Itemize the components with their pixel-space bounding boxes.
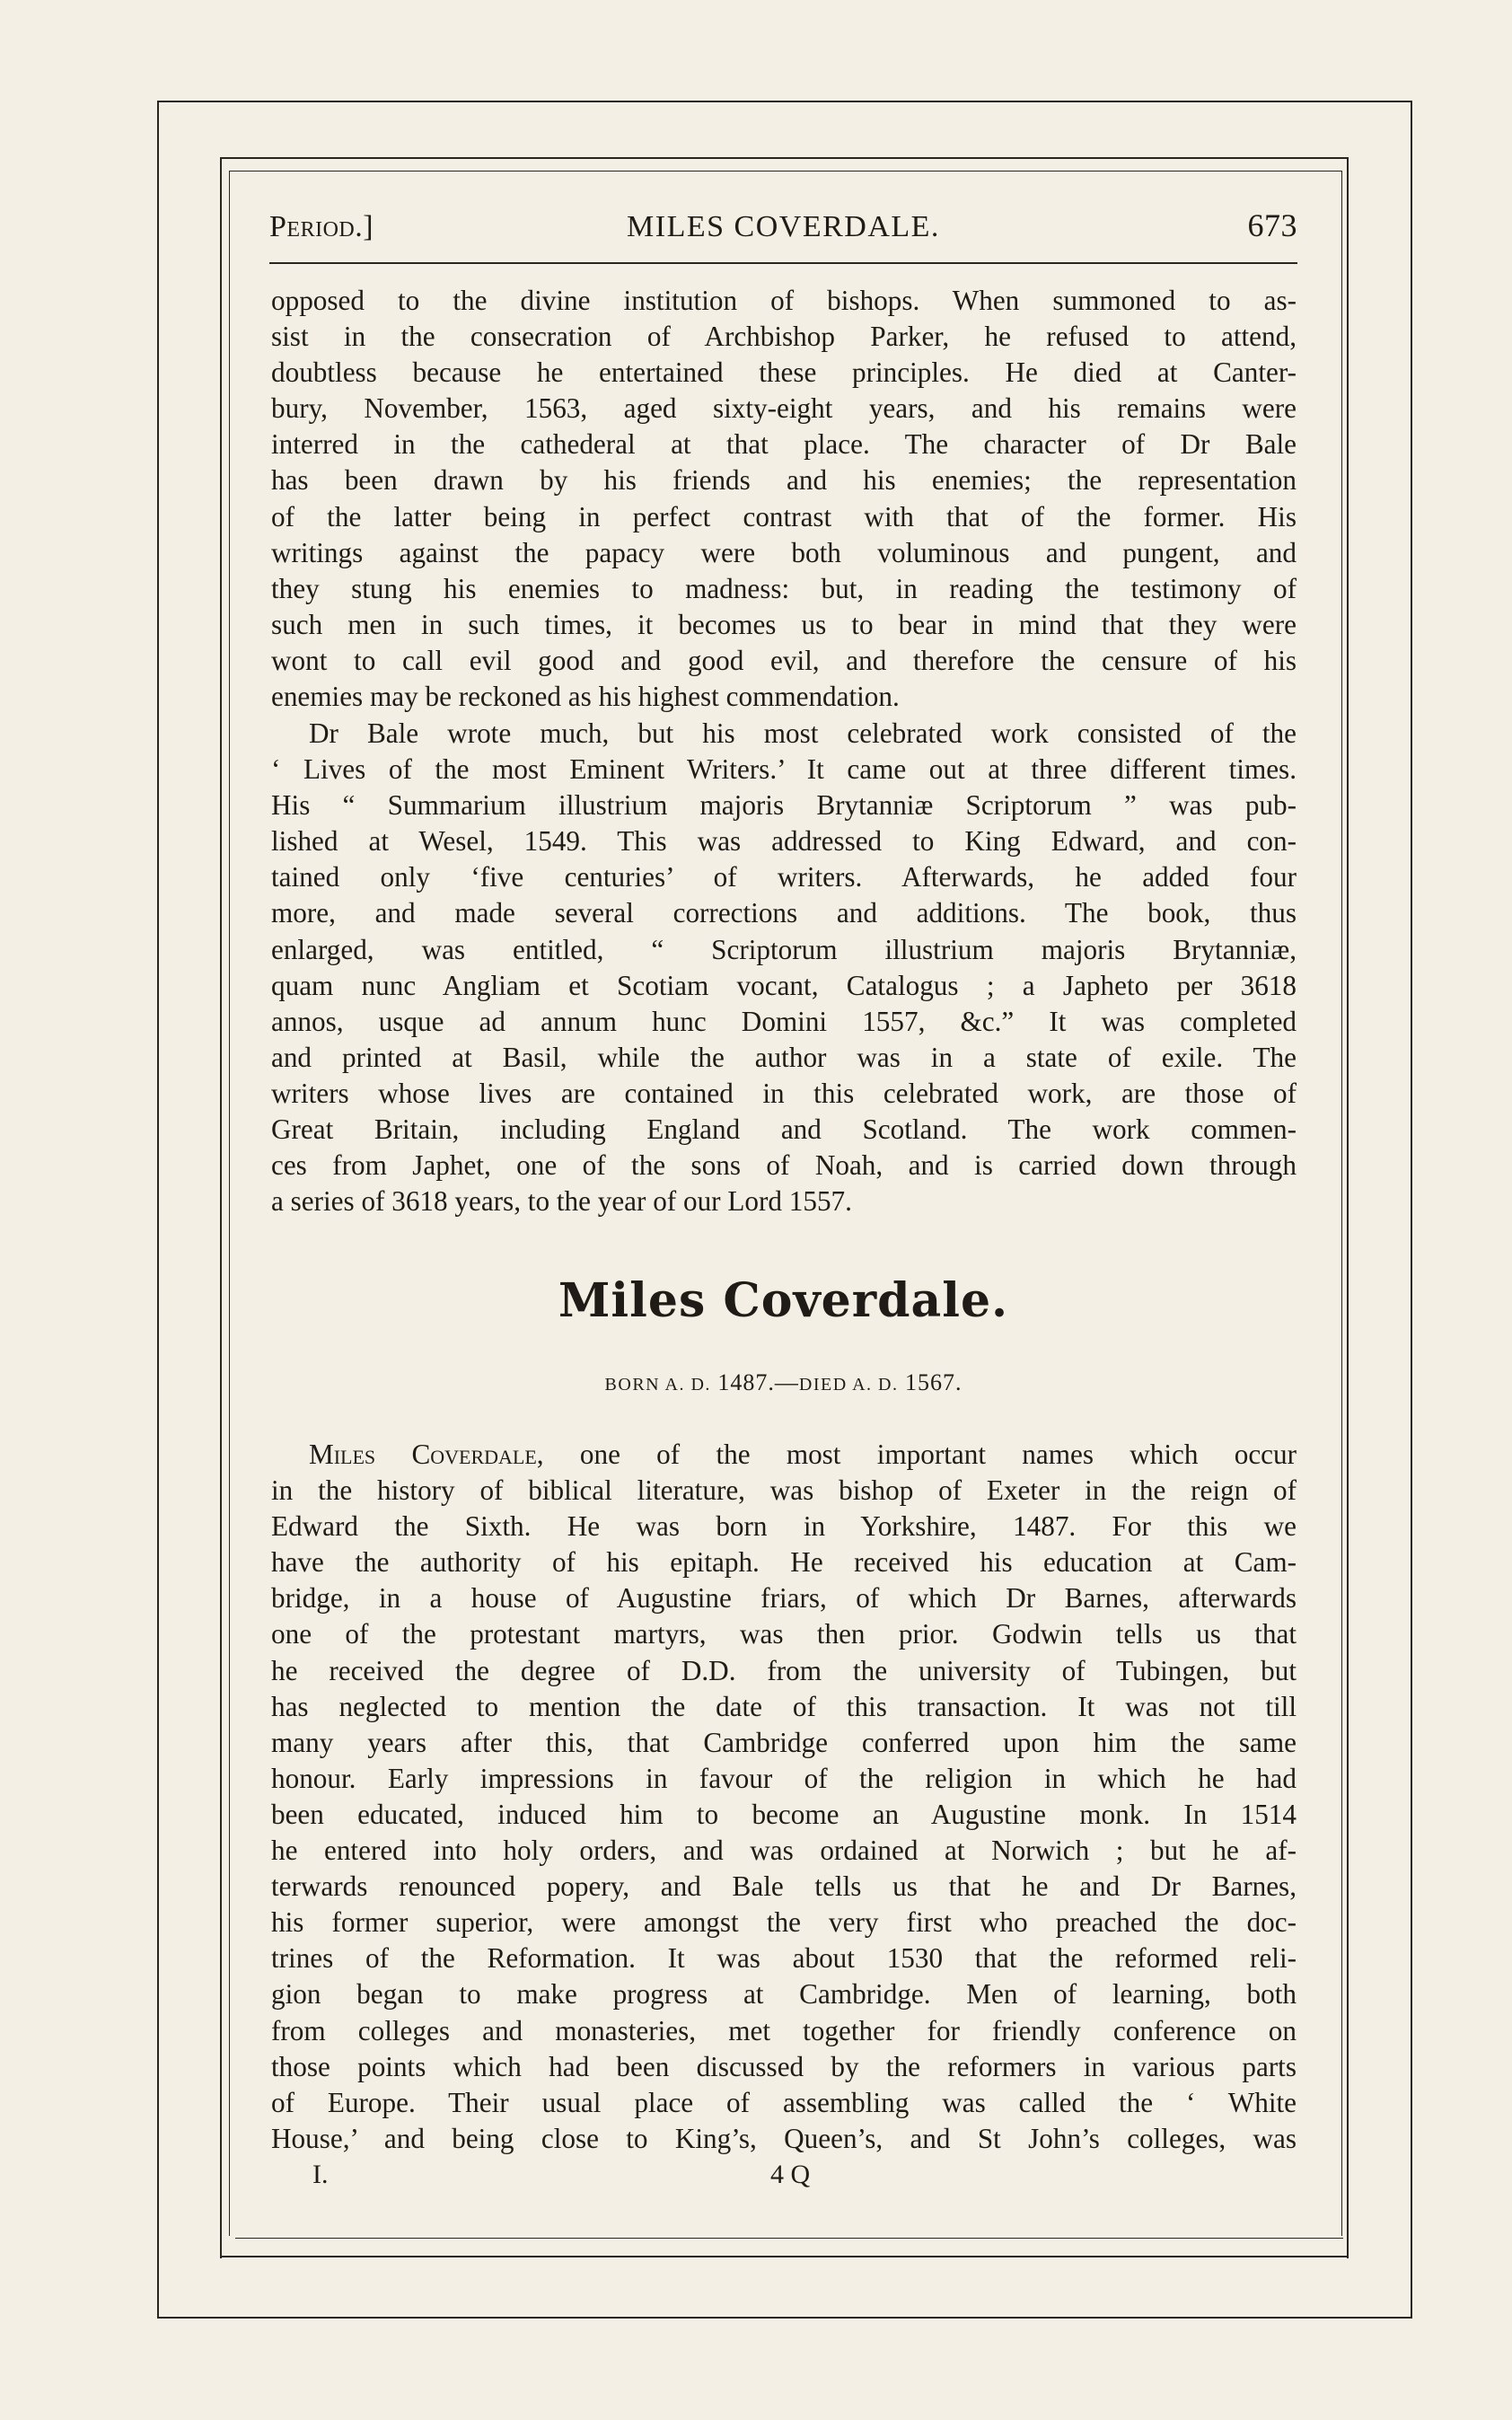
text-line: writings against the papacy were both voluminous and pungent, and (271, 536, 1297, 568)
text-line: His “ Summarium illustrium majoris Brytanniæ Scriptorum ” was pub- (271, 789, 1297, 822)
text-line: quam nunc Angliam et Scotiam vocant, Catalogus ; a Japheto per 3618 (271, 969, 1297, 1001)
biography-dates (269, 1369, 1297, 1396)
text-line: many years after this, that Cambridge conferred upon him the same (271, 1726, 1297, 1758)
footer-signature: 4 Q (770, 2160, 811, 2189)
text-line: bridge, in a house of Augustine friars, of which Dr Barnes, afterwards (271, 1582, 1297, 1615)
text-line: have the authority of his epitaph. He received his education at Cam- (271, 1546, 1297, 1579)
text-line: gion began to make progress at Cambridge. Men of learning, both (271, 1978, 1297, 2011)
text-line: House,’ and being close to King’s, Queen’s, and St John’s colleges, was (271, 2122, 1297, 2154)
text-line: a series of 3618 years, to the year of our Lord 1557. (271, 1185, 852, 1218)
text-line (271, 1437, 1297, 1473)
text-line: bury, November, 1563, aged sixty-eight years, and his remains were (271, 392, 1297, 425)
text-line: he received the degree of D.D. from the university of Tubingen, but (271, 1654, 1297, 1686)
header-title: MILES COVERDALE. (627, 210, 940, 243)
died-label: DIED A. D. (798, 1375, 899, 1395)
text-line: has neglected to mention the date of this transaction. It was not till (271, 1690, 1297, 1722)
text-line-rest: one of the most important names which occur (579, 1439, 1297, 1470)
born-label: BORN A. D. (604, 1375, 711, 1395)
text-line: one of the protestant martyrs, was then prior. Godwin tells us that (271, 1618, 1297, 1650)
header-period: Period.] (269, 210, 374, 243)
text-line: ces from Japhet, one of the sons of Noah, and is carried down through (271, 1149, 1297, 1182)
running-header (269, 207, 1297, 251)
text-line: Great Britain, including England and Scotland. The work commen- (271, 1113, 1297, 1146)
text-line: opposed to the divine institution of bishops. When summoned to as- (271, 285, 1297, 316)
text-line: wont to call evil good and good evil, and therefore the censure of his (271, 644, 1297, 676)
text-line: has been drawn by his friends and his enemies; the representation (271, 464, 1297, 497)
text-line: from colleges and monasteries, met together for friendly conference on (271, 2014, 1297, 2046)
text-line: enemies may be reckoned as his highest commendation. (271, 681, 900, 713)
text-line: of Europe. Their usual place of assembling was called the ‘ White (271, 2086, 1297, 2118)
text-line: Edward the Sixth. He was born in Yorkshire, 1487. For this we (271, 1510, 1297, 1543)
date-dash: — (774, 1369, 799, 1395)
lead-name: Miles Coverdale, (309, 1439, 544, 1470)
text-line: tained only ‘five centuries’ of writers. Afterwards, he added four (271, 861, 1297, 893)
text-line: doubtless because he entertained these principles. He died at Canter- (271, 356, 1297, 389)
text-line: Dr Bale wrote much, but his most celebrated work consisted of the (309, 717, 1297, 749)
text-line: he entered into holy orders, and was ordained at Norwich ; but he af- (271, 1835, 1297, 1867)
text-line: his former superior, were amongst the very first who preached the doc- (271, 1906, 1297, 1939)
text-line: enlarged, was entitled, “ Scriptorum illustrium majoris Brytanniæ, (271, 933, 1297, 965)
text-line: annos, usque ad annum hunc Domini 1557, &c.” It was completed (271, 1005, 1297, 1037)
text-line: writers whose lives are contained in this celebrated work, are those of (271, 1077, 1297, 1109)
text-line: sist in the consecration of Archbishop Parker, he refused to attend, (271, 321, 1297, 353)
text-line: they stung his enemies to madness: but, in reading the testimony of (271, 572, 1297, 604)
text-line: and printed at Basil, while the author was in a state of exile. The (271, 1041, 1297, 1073)
paragraph-bale-conclusion (271, 283, 1297, 715)
paragraph-bale-works (271, 716, 1297, 1219)
text-line: ‘ Lives of the most Eminent Writers.’ It came out at three different times. (271, 753, 1297, 786)
text-line: those points which had been discussed by the reformers in various parts (271, 2050, 1297, 2082)
text-line: such men in such times, it becomes us to bear in mind that they were (271, 608, 1297, 640)
died-year: 1567. (904, 1369, 963, 1395)
paragraph-coverdale (271, 1437, 1297, 2157)
text-line: been educated, induced him to become an Augustine monk. In 1514 (271, 1798, 1297, 1830)
text-line: interred in the cathederal at that place. The character of Dr Bale (271, 428, 1297, 461)
header-rule (269, 262, 1297, 264)
text-line: terwards renounced popery, and Bale tells us that he and Dr Barnes, (271, 1870, 1297, 1903)
text-line: in the history of biblical literature, was bishop of Exeter in the reign of (271, 1474, 1297, 1507)
text-line: lished at Wesel, 1549. This was addressed to King Edward, and con- (271, 825, 1297, 858)
text-line: trines of the Reformation. It was about 1530 that the reformed reli- (271, 1942, 1297, 1975)
page-number: 673 (1247, 207, 1297, 243)
born-year: 1487. (717, 1369, 775, 1395)
biography-heading: Miles Coverdale. (558, 1273, 1009, 1328)
text-line: honour. Early impressions in favour of the religion in which he had (271, 1762, 1297, 1794)
footer-volume: I. (312, 2160, 329, 2189)
text-line: more, and made several corrections and additions. The book, thus (271, 897, 1297, 929)
text-line: of the latter being in perfect contrast with that of the former. His (271, 500, 1297, 532)
